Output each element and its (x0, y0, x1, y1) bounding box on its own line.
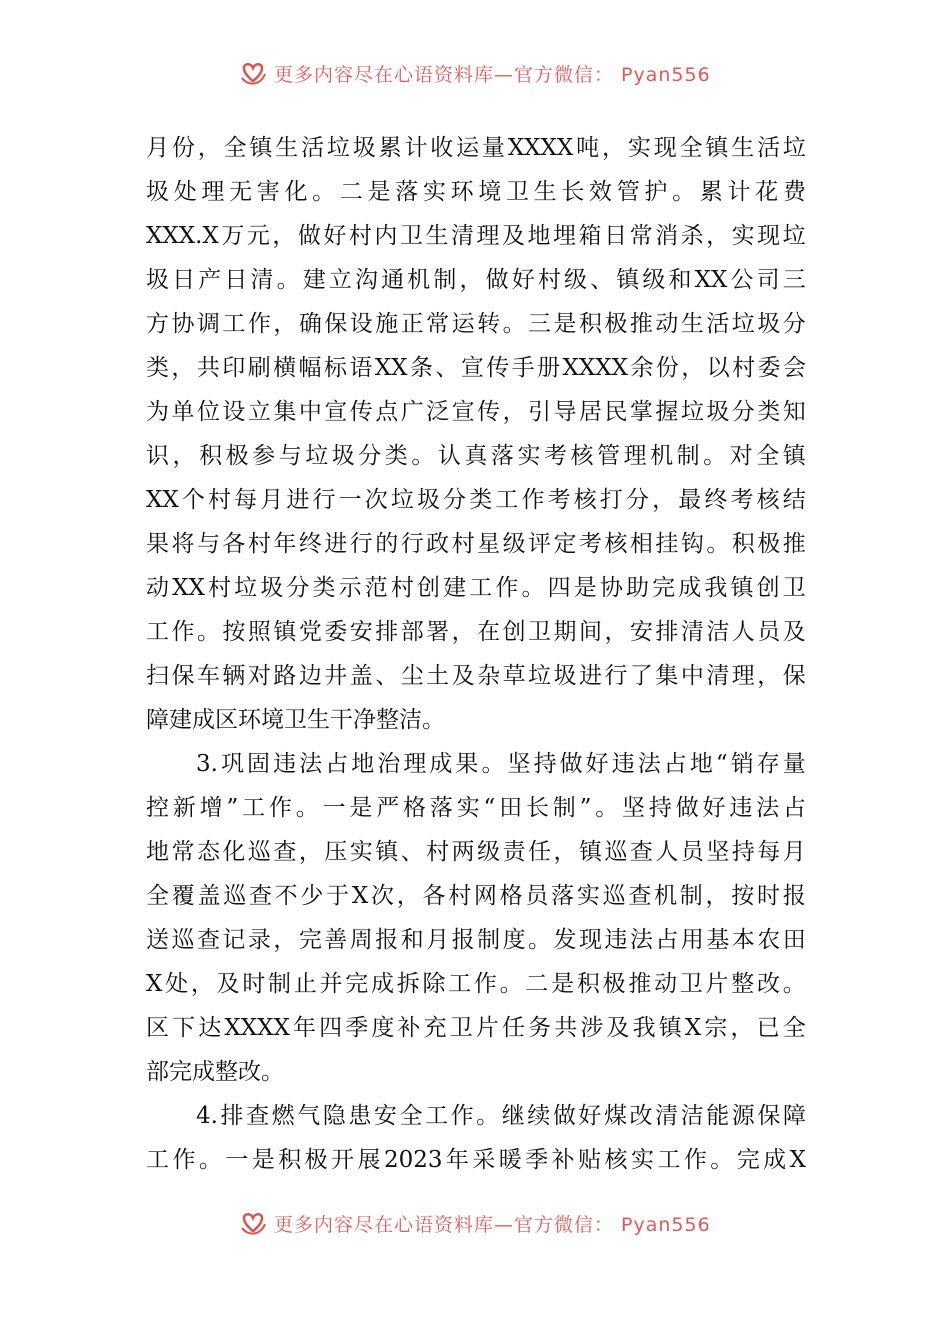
paragraph-line: 工 作 。 按 照 镇 党 委 安 排 部 署 ， 在 创 卫 期 间 ， 安 排 清 洁 人 员 及 (146, 619, 806, 645)
paragraph-line: 圾 处 理 无 害 化 。 二 是 落 实 环 境 卫 生 长 效 管 护 。 累 计 花 费 (146, 179, 806, 205)
paragraph-line: 工 作 。 一 是 积 极 开 展 2023 年 采 暖 季 补 贴 核 实 工 作 。 完 成 X (146, 1147, 806, 1173)
logo-icon (238, 1208, 268, 1238)
paragraph-line: 控 新 增 ” 工 作 。 一 是 严 格 落 实 “ 田 长 制 ” 。 坚 持 做 好 违 法 占 (146, 795, 806, 821)
watermark-text: 更多内容尽在心语资料库—官方微信： Pyan556 (274, 1213, 711, 1236)
header-watermark-banner (0, 52, 950, 86)
paragraph-line: XX 个 村 每 月 进 行 一 次 垃 圾 分 类 工 作 考 核 打 分 ， 最 终 考 核 结 (146, 487, 806, 513)
paragraph-line: 4. 排 查 燃 气 隐 患 安 全 工 作 。 继 续 做 好 煤 改 清 洁 能 源 保 障 (196, 1103, 806, 1129)
paragraph-line: 障 建 成 区 环 境 卫 生 干 净 整 洁 。 (146, 707, 445, 733)
paragraph-line: 地 常 态 化 巡 查 ， 压 实 镇 、 村 两 级 责 任 ， 镇 巡 查 人 员 坚 持 每 月 (146, 839, 806, 865)
paragraph-line: 月 份 ， 全 镇 生 活 垃 圾 累 计 收 运 量 XXXX 吨 ， 实 现 全 镇 生 活 垃 (146, 135, 806, 161)
paragraph-line: 部 完 成 整 改 。 (146, 1059, 284, 1085)
paragraph-line: 识 ， 积 极 参 与 垃 圾 分 类 。 认 真 落 实 考 核 管 理 机 制 。 对 全 镇 (146, 443, 806, 469)
paragraph-line: 为 单 位 设 立 集 中 宣 传 点 广 泛 宣 传 ， 引 导 居 民 掌 握 垃 圾 分 类 知 (146, 399, 806, 425)
paragraph-line: 全 覆 盖 巡 查 不 少 于 X 次 ， 各 村 网 格 员 落 实 巡 查 机 制 ， 按 时 报 (146, 883, 806, 909)
paragraph-line: XXX.X 万 元 ， 做 好 村 内 卫 生 清 理 及 地 埋 箱 日 常 消 杀 ， 实 现 垃 (146, 223, 806, 249)
paragraph-line: 扫 保 车 辆 对 路 边 井 盖 、 尘 土 及 杂 草 垃 圾 进 行 了 集 中 清 理 ， 保 (146, 663, 806, 689)
paragraph-line: X 处 ， 及 时 制 止 并 完 成 拆 除 工 作 。 二 是 积 极 推 动 卫 片 整 改 。 (146, 971, 806, 997)
paragraph-line: 3. 巩 固 违 法 占 地 治 理 成 果 。 坚 持 做 好 违 法 占 地 “ 销 存 量 (196, 751, 806, 777)
paragraph-line: 送 巡 查 记 录 ， 完 善 周 报 和 月 报 制 度 。 发 现 违 法 占 用 基 本 农 田 (146, 927, 806, 953)
paragraph-line: 果 将 与 各 村 年 终 进 行 的 行 政 村 星 级 评 定 考 核 相 挂 钩 。 积 极 推 (146, 531, 806, 557)
paragraph-line: 动 XX 村 垃 圾 分 类 示 范 村 创 建 工 作 。 四 是 协 助 完 成 我 镇 创 卫 (146, 575, 806, 601)
paragraph-line: 方 协 调 工 作 ， 确 保 设 施 正 常 运 转 。 三 是 积 极 推 动 生 活 垃 圾 分 (146, 311, 806, 337)
footer-watermark-banner (0, 1206, 950, 1240)
paragraph-line: 类 ， 共 印 刷 横 幅 标 语 XX 条 、 宣 传 手 册 XXXX 余 份 ， 以 村 委 会 (146, 355, 806, 381)
paragraph-line: 区 下 达 XXXX 年 四 季 度 补 充 卫 片 任 务 共 涉 及 我 镇 X 宗 ， 已 全 (146, 1015, 806, 1041)
paragraph-line: 圾 日 产 日 清 。 建 立 沟 通 机 制 ， 做 好 村 级 、 镇 级 和 XX 公 司 三 (146, 267, 806, 293)
watermark-text: 更多内容尽在心语资料库—官方微信： Pyan556 (274, 63, 711, 86)
logo-icon (238, 58, 268, 86)
